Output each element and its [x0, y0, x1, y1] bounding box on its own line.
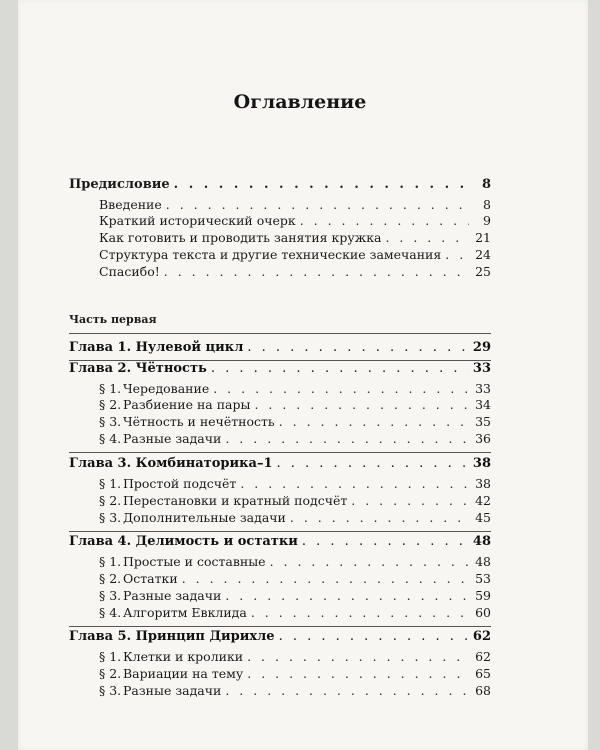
chapter-rule [69, 531, 491, 532]
leader-dots [182, 571, 469, 586]
toc-chapter-3[interactable] [69, 456, 491, 474]
leader-dots [225, 431, 469, 446]
section-number: § 3. [99, 683, 122, 698]
toc-entry-label: Как готовить и проводить занятия кружка [99, 230, 382, 245]
toc-section-label: Алгоритм Евклида [123, 605, 247, 620]
toc-section-page: 48 [475, 554, 491, 569]
toc-section[interactable] [99, 493, 491, 511]
leader-dots [277, 456, 469, 471]
section-number: § 1. [99, 554, 122, 569]
leader-dots [247, 340, 469, 355]
leader-dots [279, 414, 469, 429]
chapter-rule [69, 626, 491, 627]
leader-dots [251, 605, 469, 620]
toc-section[interactable] [99, 476, 491, 494]
toc-section-label: Вариации на тему [123, 666, 244, 681]
leader-dots [225, 588, 469, 603]
leader-dots [164, 264, 469, 279]
chapter-rule [69, 333, 491, 334]
section-number: § 3. [99, 414, 122, 429]
toc-entry-label: Спасибо! [99, 264, 160, 279]
toc-section-page: 45 [475, 510, 491, 525]
toc-entry-page: 24 [475, 247, 491, 262]
toc-section-label: Чередование [123, 381, 210, 396]
chapter-rule [69, 452, 491, 453]
toc-entry-page: 21 [475, 230, 491, 245]
leader-dots [254, 397, 469, 412]
toc-section-label: Дополнительные задачи [123, 510, 286, 525]
leader-dots [247, 649, 469, 664]
section-number: § 4. [99, 605, 122, 620]
toc-chapter-1[interactable] [69, 340, 491, 358]
leader-dots [302, 534, 469, 549]
toc-section[interactable] [99, 510, 491, 528]
toc-chapter-page: 33 [472, 361, 491, 376]
toc-section[interactable] [99, 649, 491, 667]
toc-section[interactable] [99, 397, 491, 415]
toc-section-page: 68 [475, 683, 491, 698]
toc-section[interactable] [99, 605, 491, 623]
toc-entry-page: 9 [483, 213, 491, 228]
section-number: § 1. [99, 649, 122, 664]
toc-section[interactable] [99, 414, 491, 432]
toc-chapter-4[interactable] [69, 534, 491, 552]
toc-entry[interactable] [99, 213, 491, 231]
toc-chapter-page: 62 [472, 629, 491, 644]
toc-section-label: Разные задачи [123, 431, 222, 446]
leader-dots [240, 476, 469, 491]
toc-section-label: Клетки и кролики [123, 649, 244, 664]
section-number: § 1. [99, 381, 122, 396]
toc-section[interactable] [99, 666, 491, 684]
leader-dots [213, 381, 469, 396]
leader-dots [290, 510, 469, 525]
toc-section[interactable] [99, 431, 491, 449]
toc-chapter-page: 29 [472, 340, 491, 355]
toc-section-page: 60 [475, 605, 491, 620]
toc-entry-preface[interactable] [69, 177, 491, 195]
leader-dots [166, 197, 469, 212]
toc-section-label: Простые и составные [123, 554, 266, 569]
leader-dots [351, 493, 469, 508]
toc-section-label: Остатки [123, 571, 178, 586]
leader-dots [445, 247, 469, 262]
toc-section-page: 38 [475, 476, 491, 491]
toc-section-page: 42 [475, 493, 491, 508]
leader-dots [225, 683, 469, 698]
toc-entry[interactable] [99, 264, 491, 282]
leader-dots [247, 666, 469, 681]
toc-section-page: 35 [475, 414, 491, 429]
leader-dots [385, 230, 469, 245]
part-heading: Часть первая [69, 313, 157, 326]
toc-section-page: 65 [475, 666, 491, 681]
section-number: § 2. [99, 493, 122, 508]
section-number: § 2. [99, 571, 122, 586]
toc-section-label: Чётность и нечётность [123, 414, 275, 429]
toc-chapter-label: Глава 1. Нулевой цикл [69, 340, 244, 355]
toc-section-label: Разные задачи [123, 683, 222, 698]
toc-section[interactable] [99, 588, 491, 606]
toc-section-label: Разные задачи [123, 588, 222, 603]
toc-entry-label: Структура текста и другие технические замечания [99, 247, 442, 262]
toc-chapter-label: Глава 4. Делимость и остатки [69, 534, 298, 549]
section-number: § 1. [99, 476, 122, 491]
toc-chapter-2[interactable] [69, 361, 491, 379]
toc-section-page: 53 [475, 571, 491, 586]
toc-entry-label: Краткий исторический очерк [99, 213, 296, 228]
section-number: § 3. [99, 588, 122, 603]
toc-section[interactable] [99, 683, 491, 701]
leader-dots [270, 554, 469, 569]
leader-dots [174, 177, 469, 192]
leader-dots [300, 213, 469, 228]
section-number: § 4. [99, 431, 122, 446]
toc-entry[interactable] [99, 230, 491, 248]
toc-chapter-label: Глава 3. Комбинаторика–1 [69, 456, 273, 471]
section-number: § 2. [99, 666, 122, 681]
toc-entry-page: 8 [481, 177, 491, 192]
toc-entry-label: Введение [99, 197, 162, 212]
toc-section-page: 36 [475, 431, 491, 446]
leader-dots [211, 361, 469, 376]
toc-chapter-page: 48 [472, 534, 491, 549]
toc-section-label: Разбиение на пары [123, 397, 251, 412]
toc-section-page: 34 [475, 397, 491, 412]
toc-section[interactable] [99, 571, 491, 589]
toc-chapter-label: Глава 5. Принцип Дирихле [69, 629, 275, 644]
toc-entry-label: Предисловие [69, 177, 170, 192]
toc-chapter-label: Глава 2. Чётность [69, 361, 207, 376]
section-number: § 3. [99, 510, 122, 525]
toc-entry-page: 8 [483, 197, 491, 212]
toc-section-page: 62 [475, 649, 491, 664]
toc-section-label: Простой подсчёт [123, 476, 237, 491]
page-title: Оглавление [233, 91, 367, 113]
toc-section-label: Перестановки и кратный подсчёт [123, 493, 348, 508]
section-number: § 2. [99, 397, 122, 412]
leader-dots [279, 629, 469, 644]
toc-entry[interactable] [99, 247, 491, 265]
toc-entry-page: 25 [475, 264, 491, 279]
toc-section-page: 33 [475, 381, 491, 396]
toc-chapter-5[interactable] [69, 629, 491, 647]
toc-section[interactable] [99, 554, 491, 572]
toc-section-page: 59 [475, 588, 491, 603]
toc-chapter-page: 38 [472, 456, 491, 471]
